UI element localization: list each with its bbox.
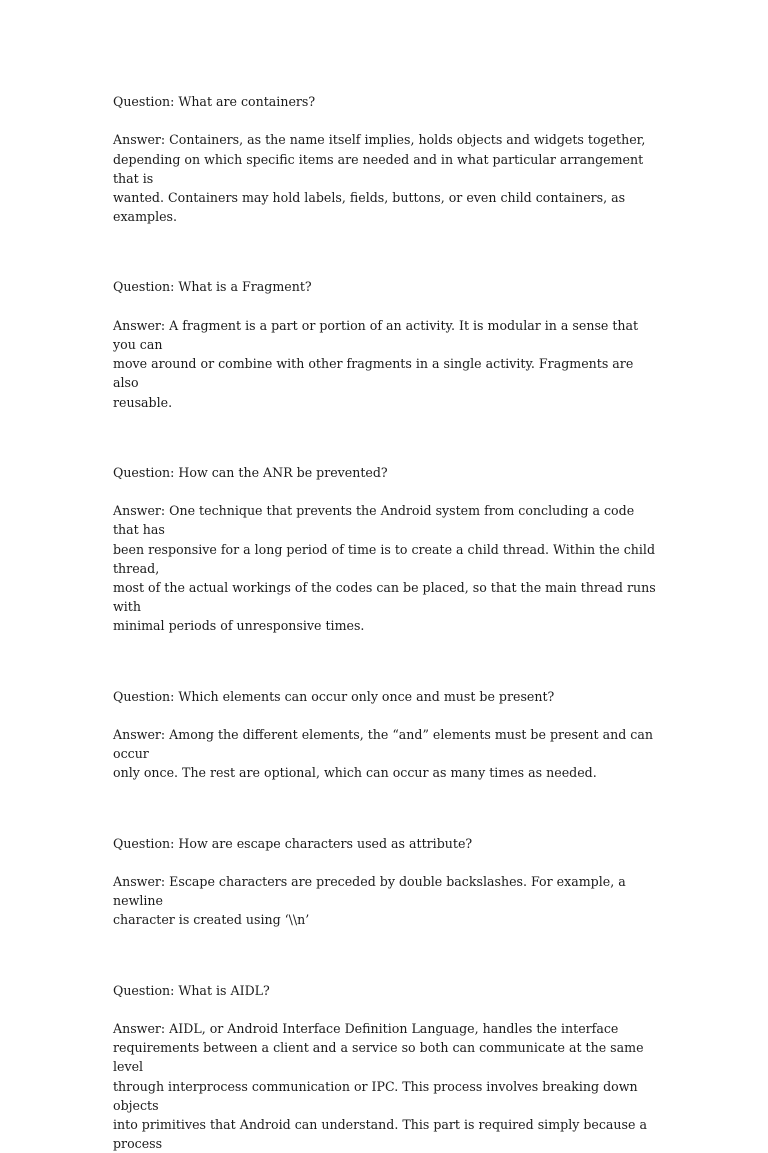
qa-item xyxy=(113,277,658,411)
question-text: Question: What is a Fragment? xyxy=(113,279,312,295)
answer-line: Answer: One technique that prevents the Android system from concluding a code that has xyxy=(113,503,635,538)
document-body xyxy=(113,92,658,1153)
answer-line: Answer: Escape characters are preceded by double backslashes. For example, a newline xyxy=(113,874,626,909)
answer-line: Answer: A fragment is a part or portion of an activity. It is modular in a sense that you can xyxy=(113,317,639,352)
answer-line: most of the actual workings of the codes can be placed, so that the main thread runs with xyxy=(113,580,656,615)
answer-text xyxy=(113,725,658,783)
answer-line: Answer: Among the different elements, the “and” elements must be present and can occur xyxy=(113,727,653,762)
question-text: Question: What is AIDL? xyxy=(113,982,270,998)
answer-line: move around or combine with other fragments in a single activity. Fragments are also xyxy=(113,356,634,391)
question-text: Question: How are escape characters used as attribute? xyxy=(113,835,473,851)
answer-text xyxy=(113,1019,658,1153)
spacer xyxy=(113,412,658,463)
answer-line: reusable. xyxy=(113,394,173,410)
spacer xyxy=(113,226,658,277)
question-text: Question: How can the ANR be prevented? xyxy=(113,464,388,480)
qa-item xyxy=(113,687,658,783)
answer-line: requirements between a client and a service so both can communicate at the same level xyxy=(113,1040,644,1075)
qa-item xyxy=(113,981,658,1153)
answer-line: only once. The rest are optional, which can occur as many times as needed. xyxy=(113,765,597,781)
qa-item xyxy=(113,463,658,636)
answer-line: minimal periods of unresponsive times. xyxy=(113,618,365,634)
answer-text xyxy=(113,501,658,635)
answer-line: through interprocess communication or IPC. This process involves breaking down objects xyxy=(113,1078,638,1113)
answer-text xyxy=(113,316,658,412)
spacer xyxy=(113,636,658,687)
answer-line: Answer: Containers, as the name itself implies, holds objects and widgets together, xyxy=(113,132,646,148)
answer-text xyxy=(113,130,658,226)
qa-item xyxy=(113,92,658,226)
question-text: Question: What are containers? xyxy=(113,94,316,109)
answer-text xyxy=(113,872,658,930)
answer-line: wanted. Containers may hold labels, fields, buttons, or even child containers, as examples. xyxy=(113,190,626,225)
qa-item xyxy=(113,834,658,930)
answer-line: Answer: AIDL, or Android Interface Definition Language, handles the interface xyxy=(113,1021,619,1037)
answer-line: into primitives that Android can understand. This part is required simply because a process xyxy=(113,1117,647,1152)
answer-line: been responsive for a long period of time is to create a child thread. Within the child thread, xyxy=(113,541,656,576)
spacer xyxy=(113,783,658,834)
answer-line: character is created using ‘\\n’ xyxy=(113,912,310,928)
answer-line: depending on which specific items are needed and in what particular arrangement that is xyxy=(113,151,644,186)
question-text: Question: Which elements can occur only once and must be present? xyxy=(113,688,555,704)
spacer xyxy=(113,930,658,981)
